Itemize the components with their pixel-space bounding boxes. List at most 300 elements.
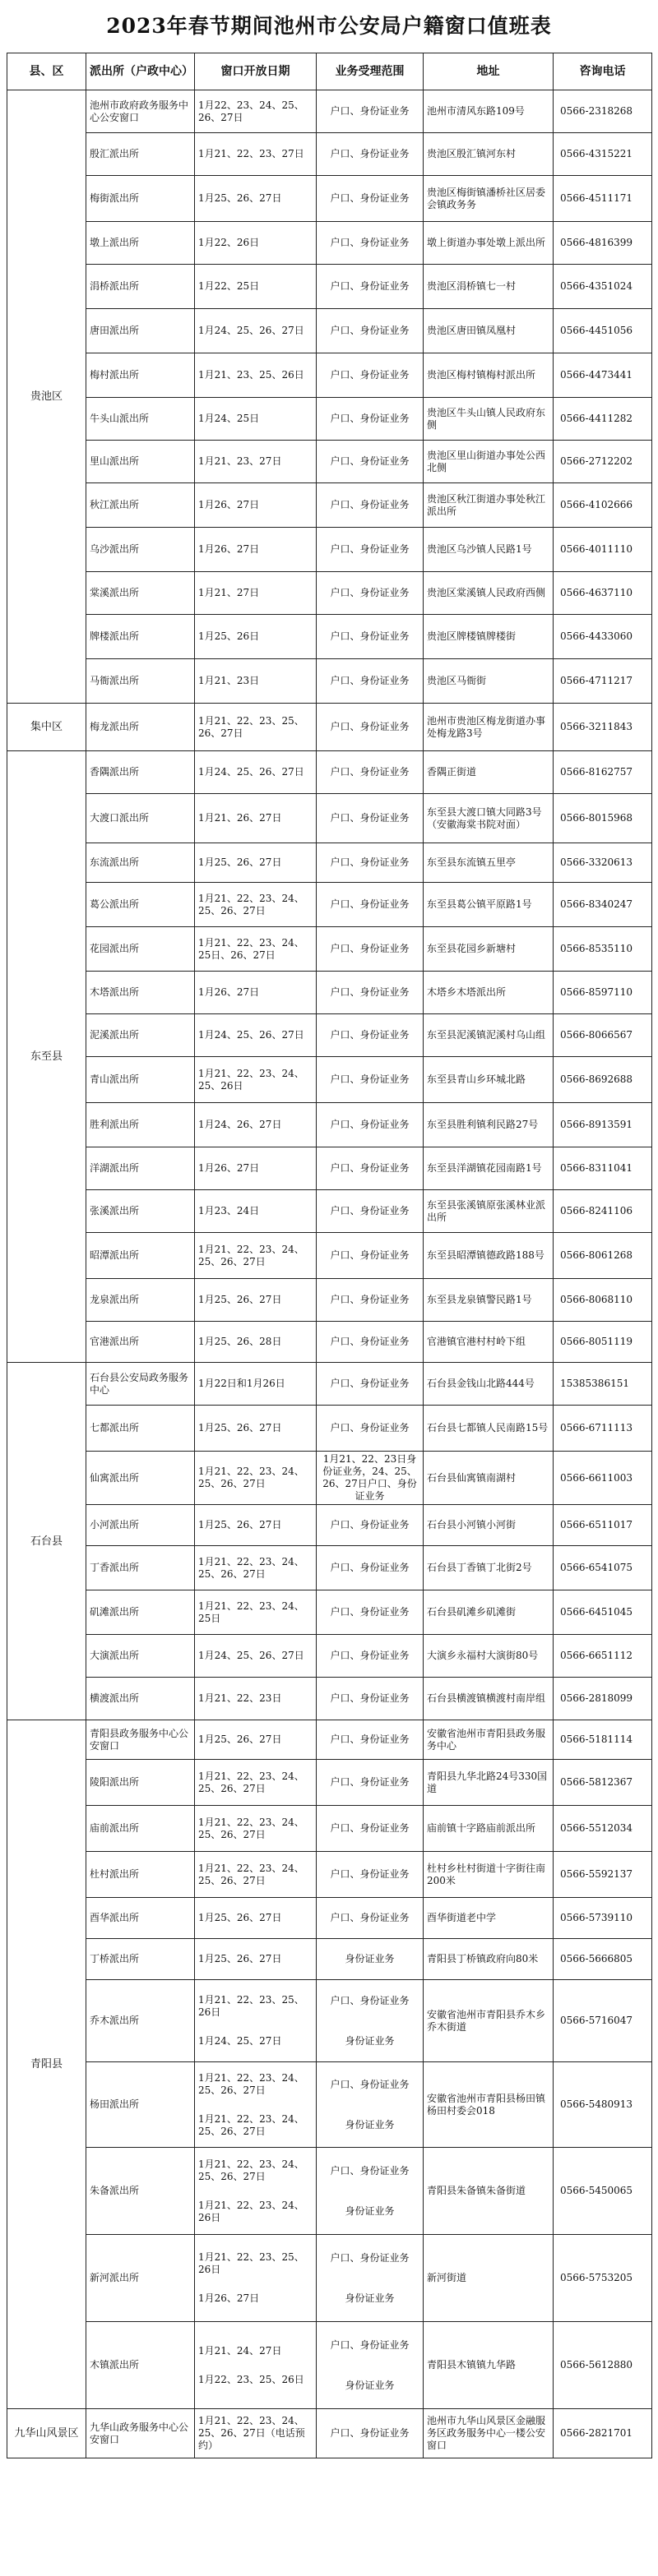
scope-cell <box>317 1635 424 1678</box>
table-row <box>7 1635 652 1678</box>
scope-cell <box>317 483 424 528</box>
phone-cell: 0566-4511171 <box>554 176 652 222</box>
scope-line: 户口、身份证业务 <box>330 499 410 510</box>
dates-cell <box>195 176 317 222</box>
scope-line: 户口、身份证业务 <box>330 766 410 778</box>
station-cell: 马衙派出所 <box>86 659 195 704</box>
address-cell: 贵池区马衙街 <box>424 659 554 704</box>
phone-cell: 0566-4433060 <box>554 615 652 659</box>
phone-cell: 0566-3211843 <box>554 704 652 751</box>
phone-cell: 0566-6451045 <box>554 1590 652 1635</box>
station-cell: 官港派出所 <box>86 1322 195 1363</box>
station-cell: 酉华派出所 <box>86 1898 195 1939</box>
phone-cell: 0566-8311041 <box>554 1147 652 1190</box>
dates-line: 1月26、27日 <box>198 1162 260 1174</box>
phone-cell: 0566-5181114 <box>554 1720 652 1760</box>
station-cell: 龙泉派出所 <box>86 1279 195 1322</box>
scope-line: 身份证业务 <box>345 2204 395 2217</box>
station-cell: 泥溪派出所 <box>86 1014 195 1057</box>
address-cell: 东至县泥溪镇泥溪村乌山组 <box>424 1014 554 1057</box>
station-cell: 梅龙派出所 <box>86 704 195 751</box>
phone-cell: 0566-2318268 <box>554 90 652 133</box>
phone-cell: 0566-4351024 <box>554 265 652 309</box>
dates-line: 1月24、26、27日 <box>198 1119 282 1130</box>
station-cell: 花园派出所 <box>86 927 195 972</box>
dates-line: 1月24、25日 <box>198 413 260 424</box>
scope-line: 户口、身份证业务 <box>330 1519 410 1530</box>
station-cell: 张溪派出所 <box>86 1190 195 1233</box>
address-cell: 贵池区乌沙镇人民路1号 <box>424 528 554 572</box>
phone-cell: 0566-5592137 <box>554 1852 652 1898</box>
phone-cell: 0566-6611003 <box>554 1452 652 1505</box>
scope-line: 户口、身份证业务 <box>330 1776 410 1788</box>
phone-cell: 0566-8597110 <box>554 972 652 1014</box>
phone-cell: 0566-5739110 <box>554 1898 652 1939</box>
table-row <box>7 1452 652 1505</box>
station-cell: 葛公派出所 <box>86 883 195 927</box>
dates-line: 1月22、23、24、25、26、27日 <box>198 99 304 123</box>
dates-line: 1月25、26、27日 <box>198 1294 282 1305</box>
address-cell: 贵池区牛头山镇人民政府东侧 <box>424 398 554 441</box>
address-cell: 青阳县木镇镇九华路 <box>424 2322 554 2409</box>
address-cell: 庙前镇十字路庙前派出所 <box>424 1806 554 1852</box>
phone-cell: 0566-5666805 <box>554 1939 652 1980</box>
table-row <box>7 1190 652 1233</box>
address-cell: 石台县七都镇人民南路15号 <box>424 1406 554 1452</box>
address-cell: 贵池区涓桥镇七一村 <box>424 265 554 309</box>
dates-cell <box>195 1233 317 1279</box>
scope-line: 户口、身份证业务 <box>330 237 410 248</box>
table-row <box>7 572 652 615</box>
scope-cell <box>317 1057 424 1103</box>
station-cell: 杜村派出所 <box>86 1852 195 1898</box>
dates-cell <box>195 972 317 1014</box>
dates-cell <box>195 1852 317 1898</box>
table-row <box>7 1406 652 1452</box>
scope-line: 户口、身份证业务 <box>330 325 410 336</box>
station-cell: 牛头山派出所 <box>86 398 195 441</box>
table-row <box>7 1363 652 1406</box>
dates-line: 1月25、26、27日 <box>198 1519 282 1530</box>
station-cell: 矶滩派出所 <box>86 1590 195 1635</box>
address-cell: 贵池区牌楼镇牌楼街 <box>424 615 554 659</box>
table-row <box>7 1322 652 1363</box>
address-cell: 东至县洋湖镇花园南路1号 <box>424 1147 554 1190</box>
phone-cell: 0566-4473441 <box>554 353 652 398</box>
address-cell: 石台县小河镇小河街 <box>424 1505 554 1546</box>
address-cell: 石台县仙寓镇南湖村 <box>424 1452 554 1505</box>
county-cell: 九华山风景区 <box>7 2409 86 2458</box>
phone-cell: 0566-8692688 <box>554 1057 652 1103</box>
dates-line: 1月22、23、25、26日 <box>198 2373 304 2385</box>
scope-cell <box>317 1939 424 1980</box>
phone-cell: 0566-2818099 <box>554 1678 652 1720</box>
dates-cell <box>195 1720 317 1760</box>
table-row <box>7 353 652 398</box>
phone-cell: 0566-4816399 <box>554 222 652 265</box>
scope-line: 户口、身份证业务 <box>330 1562 410 1573</box>
station-cell: 墩上派出所 <box>86 222 195 265</box>
table-row <box>7 704 652 751</box>
dates-line: 1月21、22、23、24、25、26、27日 <box>198 1816 304 1840</box>
scope-line: 户口、身份证业务 <box>330 1378 410 1389</box>
dates-line: 1月22、26日 <box>198 237 260 248</box>
address-cell: 杜村乡杜村街道十字街往南200米 <box>424 1852 554 1898</box>
dates-line: 1月25、26、27日 <box>198 856 282 868</box>
dates-line: 1月21、22、23、24、25、26、27日 <box>198 1243 304 1267</box>
scope-line: 户口、身份证业务 <box>330 280 410 292</box>
table-row <box>7 2409 652 2458</box>
dates-cell <box>195 572 317 615</box>
dates-cell <box>195 1546 317 1590</box>
phone-cell: 0566-4102666 <box>554 483 652 528</box>
table-row <box>7 883 652 927</box>
dates-line: 1月21、23日 <box>198 675 260 686</box>
station-cell: 新河派出所 <box>86 2235 195 2322</box>
table-row <box>7 751 652 794</box>
scope-line: 户口、身份证业务 <box>330 675 410 686</box>
address-cell: 官港镇官港村村岭下组 <box>424 1322 554 1363</box>
table-row <box>7 222 652 265</box>
scope-cell <box>317 843 424 883</box>
dates-line: 1月21、24、27日 <box>198 2344 282 2357</box>
dates-cell <box>195 1322 317 1363</box>
county-cell: 贵池区 <box>7 90 86 704</box>
dates-cell <box>195 659 317 704</box>
table-row <box>7 441 652 483</box>
phone-cell: 0566-8340247 <box>554 883 652 927</box>
station-cell: 胜利派出所 <box>86 1103 195 1147</box>
table-row <box>7 615 652 659</box>
duty-schedule-table <box>7 53 652 2458</box>
dates-cell <box>195 265 317 309</box>
scope-line: 户口、身份证业务 <box>330 105 410 117</box>
dates-line: 1月21、22、23、24、25、26日 <box>198 1067 304 1092</box>
dates-line: 1月26、27日 <box>198 499 260 510</box>
address-cell: 青阳县丁桥镇政府向80米 <box>424 1939 554 1980</box>
dates-cell <box>195 615 317 659</box>
scope-line: 1月21、22、23日身份证业务，24、25、26、27日户口、身份证业务 <box>322 1453 417 1502</box>
table-row <box>7 927 652 972</box>
table-row <box>7 794 652 843</box>
county-cell: 青阳县 <box>7 1720 86 2409</box>
address-cell: 池州市贵池区梅龙街道办事处梅龙路3号 <box>424 704 554 751</box>
county-cell: 东至县 <box>7 751 86 1363</box>
phone-cell: 0566-6651112 <box>554 1635 652 1678</box>
dates-line: 1月21、27日 <box>198 587 260 598</box>
dates-cell <box>195 2409 317 2458</box>
scope-line: 身份证业务 <box>345 1953 395 1964</box>
table-row <box>7 528 652 572</box>
scope-cell <box>317 90 424 133</box>
scope-line: 户口、身份证业务 <box>330 1994 410 2006</box>
table-row <box>7 483 652 528</box>
dates-line: 1月21、23、27日 <box>198 455 282 467</box>
scope-cell <box>317 883 424 927</box>
scope-line: 户口、身份证业务 <box>330 1692 410 1704</box>
dates-cell <box>195 90 317 133</box>
table-row <box>7 176 652 222</box>
dates-line: 1月24、25、26、27日 <box>198 325 304 336</box>
dates-cell <box>195 2322 317 2409</box>
address-cell: 东至县胜利镇利民路27号 <box>424 1103 554 1147</box>
station-cell: 青山派出所 <box>86 1057 195 1103</box>
station-cell: 仙寓派出所 <box>86 1452 195 1505</box>
dates-line: 1月21、22、23、24、25、26、27日 <box>198 1770 304 1794</box>
scope-cell <box>317 309 424 353</box>
scope-line: 户口、身份证业务 <box>330 1029 410 1041</box>
dates-cell <box>195 1806 317 1852</box>
phone-cell: 15385386151 <box>554 1363 652 1406</box>
table-row <box>7 1014 652 1057</box>
scope-cell <box>317 659 424 704</box>
dates-cell <box>195 222 317 265</box>
scope-cell <box>317 704 424 751</box>
dates-cell <box>195 2235 317 2322</box>
scope-cell <box>317 1452 424 1505</box>
station-cell: 横渡派出所 <box>86 1678 195 1720</box>
station-cell: 洋湖派出所 <box>86 1147 195 1190</box>
phone-cell: 0566-5812367 <box>554 1760 652 1806</box>
table-row <box>7 1852 652 1898</box>
dates-line: 1月22日和1月26日 <box>198 1378 285 1389</box>
address-cell: 池州市九华山风景区金融服务区政务服务中心一楼公安窗口 <box>424 2409 554 2458</box>
table-row <box>7 972 652 1014</box>
table-row <box>7 265 652 309</box>
address-cell: 贵池区秋江街道办事处秋江派出所 <box>424 483 554 528</box>
scope-line: 户口、身份证业务 <box>330 856 410 868</box>
dates-line: 1月21、22、23、25、26日 <box>198 1994 304 2018</box>
scope-cell <box>317 222 424 265</box>
scope-cell <box>317 1590 424 1635</box>
page-title: 2023年春节期间池州市公安局户籍窗口值班表 <box>106 14 552 38</box>
dates-cell <box>195 1190 317 1233</box>
dates-line: 1月24、25、26、27日 <box>198 1650 304 1661</box>
station-cell: 朱备派出所 <box>86 2148 195 2235</box>
phone-cell: 0566-6541075 <box>554 1546 652 1590</box>
scope-line: 户口、身份证业务 <box>330 413 410 424</box>
dates-line: 1月25、26、28日 <box>198 1336 282 1347</box>
scope-line: 户口、身份证业务 <box>330 1249 410 1261</box>
station-cell: 涓桥派出所 <box>86 265 195 309</box>
phone-cell: 0566-5753205 <box>554 2235 652 2322</box>
scope-cell <box>317 2148 424 2235</box>
scope-cell <box>317 1980 424 2062</box>
scope-line: 户口、身份证业务 <box>330 1294 410 1305</box>
address-cell: 青阳县朱备镇朱备街道 <box>424 2148 554 2235</box>
address-cell: 东至县花园乡新塘村 <box>424 927 554 972</box>
dates-line: 1月21、26、27日 <box>198 812 282 824</box>
station-cell: 乔木派出所 <box>86 1980 195 2062</box>
scope-cell <box>317 794 424 843</box>
table-body <box>7 90 652 2458</box>
scope-cell <box>317 751 424 794</box>
scope-line: 户口、身份证业务 <box>330 1822 410 1834</box>
address-cell: 东至县青山乡环城北路 <box>424 1057 554 1103</box>
header-dates: 窗口开放日期 <box>195 53 317 90</box>
scope-cell <box>317 1322 424 1363</box>
station-cell: 香隅派出所 <box>86 751 195 794</box>
address-cell: 石台县金钱山北路444号 <box>424 1363 554 1406</box>
address-cell: 新河街道 <box>424 2235 554 2322</box>
table-row <box>7 2235 652 2322</box>
address-cell: 贵池区殷汇镇河东村 <box>424 133 554 176</box>
station-cell: 杨田派出所 <box>86 2062 195 2148</box>
scope-cell <box>317 1233 424 1279</box>
dates-line: 1月25、26、27日 <box>198 1912 282 1923</box>
phone-cell: 0566-4451056 <box>554 309 652 353</box>
scope-cell <box>317 1147 424 1190</box>
address-cell: 池州市清风东路109号 <box>424 90 554 133</box>
dates-line: 1月21、22、23、27日 <box>198 148 304 159</box>
header-station: 派出所（户政中心） <box>86 53 195 90</box>
address-cell: 安徽省池州市青阳县乔木乡乔木街道 <box>424 1980 554 2062</box>
scope-cell <box>317 176 424 222</box>
phone-cell: 0566-2821701 <box>554 2409 652 2458</box>
dates-cell <box>195 2062 317 2148</box>
dates-cell <box>195 883 317 927</box>
scope-line: 户口、身份证业务 <box>330 721 410 732</box>
station-cell: 青阳县政务服务中心公安窗口 <box>86 1720 195 1760</box>
scope-cell <box>317 2409 424 2458</box>
address-cell: 木塔乡木塔派出所 <box>424 972 554 1014</box>
dates-cell <box>195 794 317 843</box>
scope-cell <box>317 1103 424 1147</box>
table-row <box>7 1103 652 1147</box>
scope-line: 户口、身份证业务 <box>330 2251 410 2264</box>
dates-cell <box>195 1103 317 1147</box>
scope-cell <box>317 1406 424 1452</box>
scope-line: 户口、身份证业务 <box>330 630 410 642</box>
phone-cell: 0566-4315221 <box>554 133 652 176</box>
header-phone: 咨询电话 <box>554 53 652 90</box>
scope-line: 户口、身份证业务 <box>330 2164 410 2177</box>
dates-line: 1月21、22、23、24、25、26、27日 <box>198 1555 304 1580</box>
phone-cell: 0566-6511017 <box>554 1505 652 1546</box>
dates-line: 1月21、22、23、25、26日 <box>198 2251 304 2275</box>
dates-line: 1月24、25、26、27日 <box>198 1029 304 1041</box>
scope-cell <box>317 353 424 398</box>
address-cell: 青阳县九华北路24号330国道 <box>424 1760 554 1806</box>
dates-line: 1月21、22、23、24、25日 <box>198 1600 304 1624</box>
scope-cell <box>317 1014 424 1057</box>
scope-line: 户口、身份证业务 <box>330 898 410 910</box>
phone-cell: 0566-8068110 <box>554 1279 652 1322</box>
dates-line: 1月21、22、23、25、26、27日 <box>198 714 304 739</box>
address-cell: 东至县葛公镇平原路1号 <box>424 883 554 927</box>
scope-cell <box>317 528 424 572</box>
scope-cell <box>317 2062 424 2148</box>
station-cell: 陵阳派出所 <box>86 1760 195 1806</box>
station-cell: 乌沙派出所 <box>86 528 195 572</box>
station-cell: 庙前派出所 <box>86 1806 195 1852</box>
table-row <box>7 1898 652 1939</box>
address-cell: 贵池区梅街镇潘桥社区居委会镇政务务 <box>424 176 554 222</box>
phone-cell: 0566-8066567 <box>554 1014 652 1057</box>
phone-cell: 0566-5716047 <box>554 1980 652 2062</box>
station-cell: 木镇派出所 <box>86 2322 195 2409</box>
phone-cell: 0566-8913591 <box>554 1103 652 1147</box>
station-cell: 池州市政府政务服务中心公安窗口 <box>86 90 195 133</box>
dates-cell <box>195 1980 317 2062</box>
dates-line: 1月26、27日 <box>198 986 260 998</box>
station-cell: 殷汇派出所 <box>86 133 195 176</box>
scope-cell <box>317 1678 424 1720</box>
dates-cell <box>195 2148 317 2235</box>
scope-line: 户口、身份证业务 <box>330 587 410 598</box>
scope-line: 身份证业务 <box>345 2118 395 2131</box>
table-row <box>7 133 652 176</box>
station-cell: 昭潭派出所 <box>86 1233 195 1279</box>
table-row <box>7 2062 652 2148</box>
scope-cell <box>317 1760 424 1806</box>
scope-line: 户口、身份证业务 <box>330 1912 410 1923</box>
dates-cell <box>195 309 317 353</box>
scope-cell <box>317 1806 424 1852</box>
table-row <box>7 2322 652 2409</box>
scope-cell <box>317 2235 424 2322</box>
phone-cell: 0566-4637110 <box>554 572 652 615</box>
dates-line: 1月21、22、23、24、25、26、27日（电话预约） <box>198 2415 305 2451</box>
station-cell: 棠溪派出所 <box>86 572 195 615</box>
dates-cell <box>195 1014 317 1057</box>
scope-line: 户口、身份证业务 <box>330 148 410 159</box>
dates-cell <box>195 528 317 572</box>
station-cell: 九华山政务服务中心公安窗口 <box>86 2409 195 2458</box>
dates-cell <box>195 1760 317 1806</box>
table-row <box>7 309 652 353</box>
header-scope: 业务受理范围 <box>317 53 424 90</box>
dates-line: 1月25、26、27日 <box>198 192 282 204</box>
station-cell: 七都派出所 <box>86 1406 195 1452</box>
table-row <box>7 1678 652 1720</box>
scope-cell <box>317 1898 424 1939</box>
table-row <box>7 1505 652 1546</box>
dates-cell <box>195 1279 317 1322</box>
dates-cell <box>195 1147 317 1190</box>
dates-cell <box>195 1635 317 1678</box>
scope-line: 户口、身份证业务 <box>330 2427 410 2439</box>
scope-line: 户口、身份证业务 <box>330 455 410 467</box>
address-cell: 东至县东流镇五里亭 <box>424 843 554 883</box>
dates-line: 1月21、22、23、24、25日、26、27日 <box>198 936 304 961</box>
scope-cell <box>317 133 424 176</box>
station-cell: 木塔派出所 <box>86 972 195 1014</box>
scope-line: 户口、身份证业务 <box>330 2338 410 2351</box>
dates-line: 1月21、22、23、24、25、26、27日 <box>198 1862 304 1886</box>
dates-line: 1月21、22、23、24、25、26、27日 <box>198 2158 304 2182</box>
table-row <box>7 2148 652 2235</box>
dates-cell <box>195 1590 317 1635</box>
scope-line: 户口、身份证业务 <box>330 192 410 204</box>
scope-cell <box>317 972 424 1014</box>
scope-line: 户口、身份证业务 <box>330 543 410 555</box>
scope-line: 身份证业务 <box>345 2379 395 2391</box>
dates-line: 1月22、25日 <box>198 280 260 292</box>
phone-cell: 0566-4411282 <box>554 398 652 441</box>
station-cell: 梅街派出所 <box>86 176 195 222</box>
phone-cell: 0566-2712202 <box>554 441 652 483</box>
phone-cell: 0566-5612880 <box>554 2322 652 2409</box>
address-cell: 东至县昭潭镇德政路188号 <box>424 1233 554 1279</box>
dates-cell <box>195 398 317 441</box>
scope-line: 身份证业务 <box>345 2034 395 2047</box>
station-cell: 梅村派出所 <box>86 353 195 398</box>
address-cell: 安徽省池州市青阳县杨田镇杨田村委会018 <box>424 2062 554 2148</box>
address-cell: 贵池区梅村镇梅村派出所 <box>424 353 554 398</box>
scope-cell <box>317 1720 424 1760</box>
dates-line: 1月25、26、27日 <box>198 1733 282 1745</box>
